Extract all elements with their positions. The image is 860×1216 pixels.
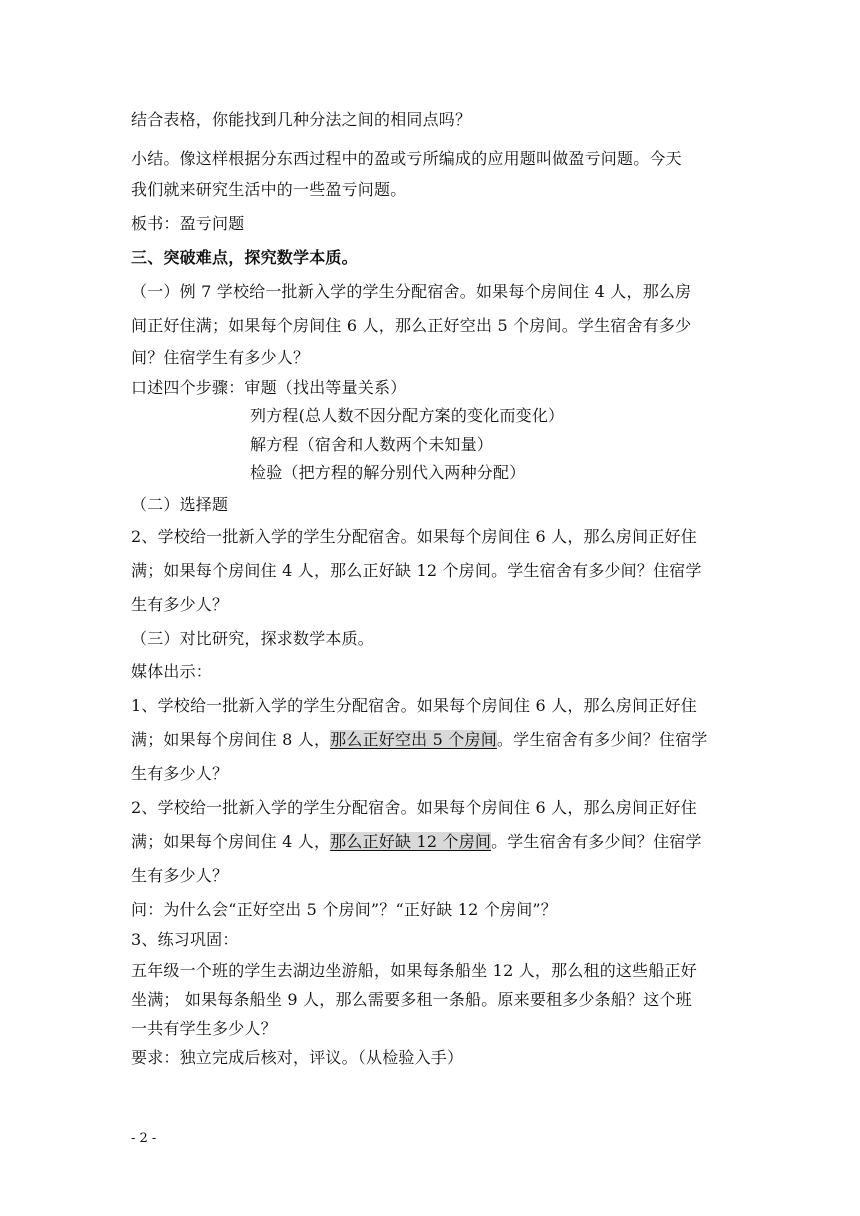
text-line [131,730,708,750]
text-line: 间？住宿学生有多少人？ [131,348,310,367]
section-heading: 三、突破难点，探究数学本质。 [131,248,358,267]
text-line: （一）例 7 学校给一批新入学的学生分配宿舍。如果每个房间住 4 人，那么房 [131,282,692,301]
text-segment: 。学生宿舍有多少间？住宿学 [491,832,702,851]
highlighted-phrase: 那么正好空出 5 个房间 [330,730,497,749]
text-line: 板书：盈亏问题 [131,214,245,233]
text-line: 生有多少人？ [131,764,229,783]
text-line [131,832,702,852]
step-item: 列方程(总人数不因分配方案的变化而变化） [250,406,565,425]
text-line: 一共有学生多少人？ [131,1019,277,1038]
text-line: 坐满； 如果每条船坐 9 人，那么需要多租一条船。原来要租多少条船？这个班 [131,990,692,1009]
text-line: 1、学校给一批新入学的学生分配宿舍。如果每个房间住 6 人，那么房间正好住 [131,696,697,715]
text-segment: 满；如果每个房间住 8 人， [131,730,331,749]
text-line: 要求：独立完成后核对，评议。（从检验入手） [131,1048,464,1067]
text-line: 2、学校给一批新入学的学生分配宿舍。如果每个房间住 6 人，那么房间正好住 [131,527,697,546]
text-line: 结合表格，你能找到几种分法之间的相同点吗？ [131,110,472,129]
text-segment: 满；如果每个房间住 4 人， [131,832,331,851]
text-line: 生有多少人？ [131,595,229,614]
text-segment: 。学生宿舍有多少间？住宿学 [496,730,708,749]
text-line: 满；如果每个房间住 4 人，那么正好缺 12 个房间。学生宿舍有多少间？住宿学 [131,561,702,580]
text-line: 小结。像这样根据分东西过程中的盈或亏所编成的应用题叫做盈亏问题。今天 [131,149,682,168]
step-item: 检验（把方程的解分别代入两种分配） [250,463,526,482]
text-line: 媒体出示： [131,662,213,681]
text-line: 生有多少人？ [131,866,229,885]
text-line: （二）选择题 [131,495,229,514]
text-line: 间正好住满；如果每个房间住 6 人，那么正好空出 5 个房间。学生宿舍有多少 [131,316,692,335]
text-line: （三）对比研究，探求数学本质。 [131,629,375,648]
text-line: 问：为什么会“正好空出 5 个房间”？“正好缺 12 个房间”？ [131,900,558,919]
text-line: 3、练习巩固： [131,930,239,949]
highlighted-phrase: 那么正好缺 12 个房间 [330,832,492,851]
text-line: 我们就来研究生活中的一些盈亏问题。 [131,180,407,199]
step-item: 解方程（宿舍和人数两个未知量） [250,435,494,454]
page-number: - 2 - [131,1131,157,1146]
text-line: 口述四个步骤：审题（找出等量关系） [131,378,407,397]
text-line: 五年级一个班的学生去湖边坐游船，如果每条船坐 12 人，那么租的这些船正好 [131,961,697,980]
text-line: 2、学校给一批新入学的学生分配宿舍。如果每个房间住 6 人，那么房间正好住 [131,798,697,817]
